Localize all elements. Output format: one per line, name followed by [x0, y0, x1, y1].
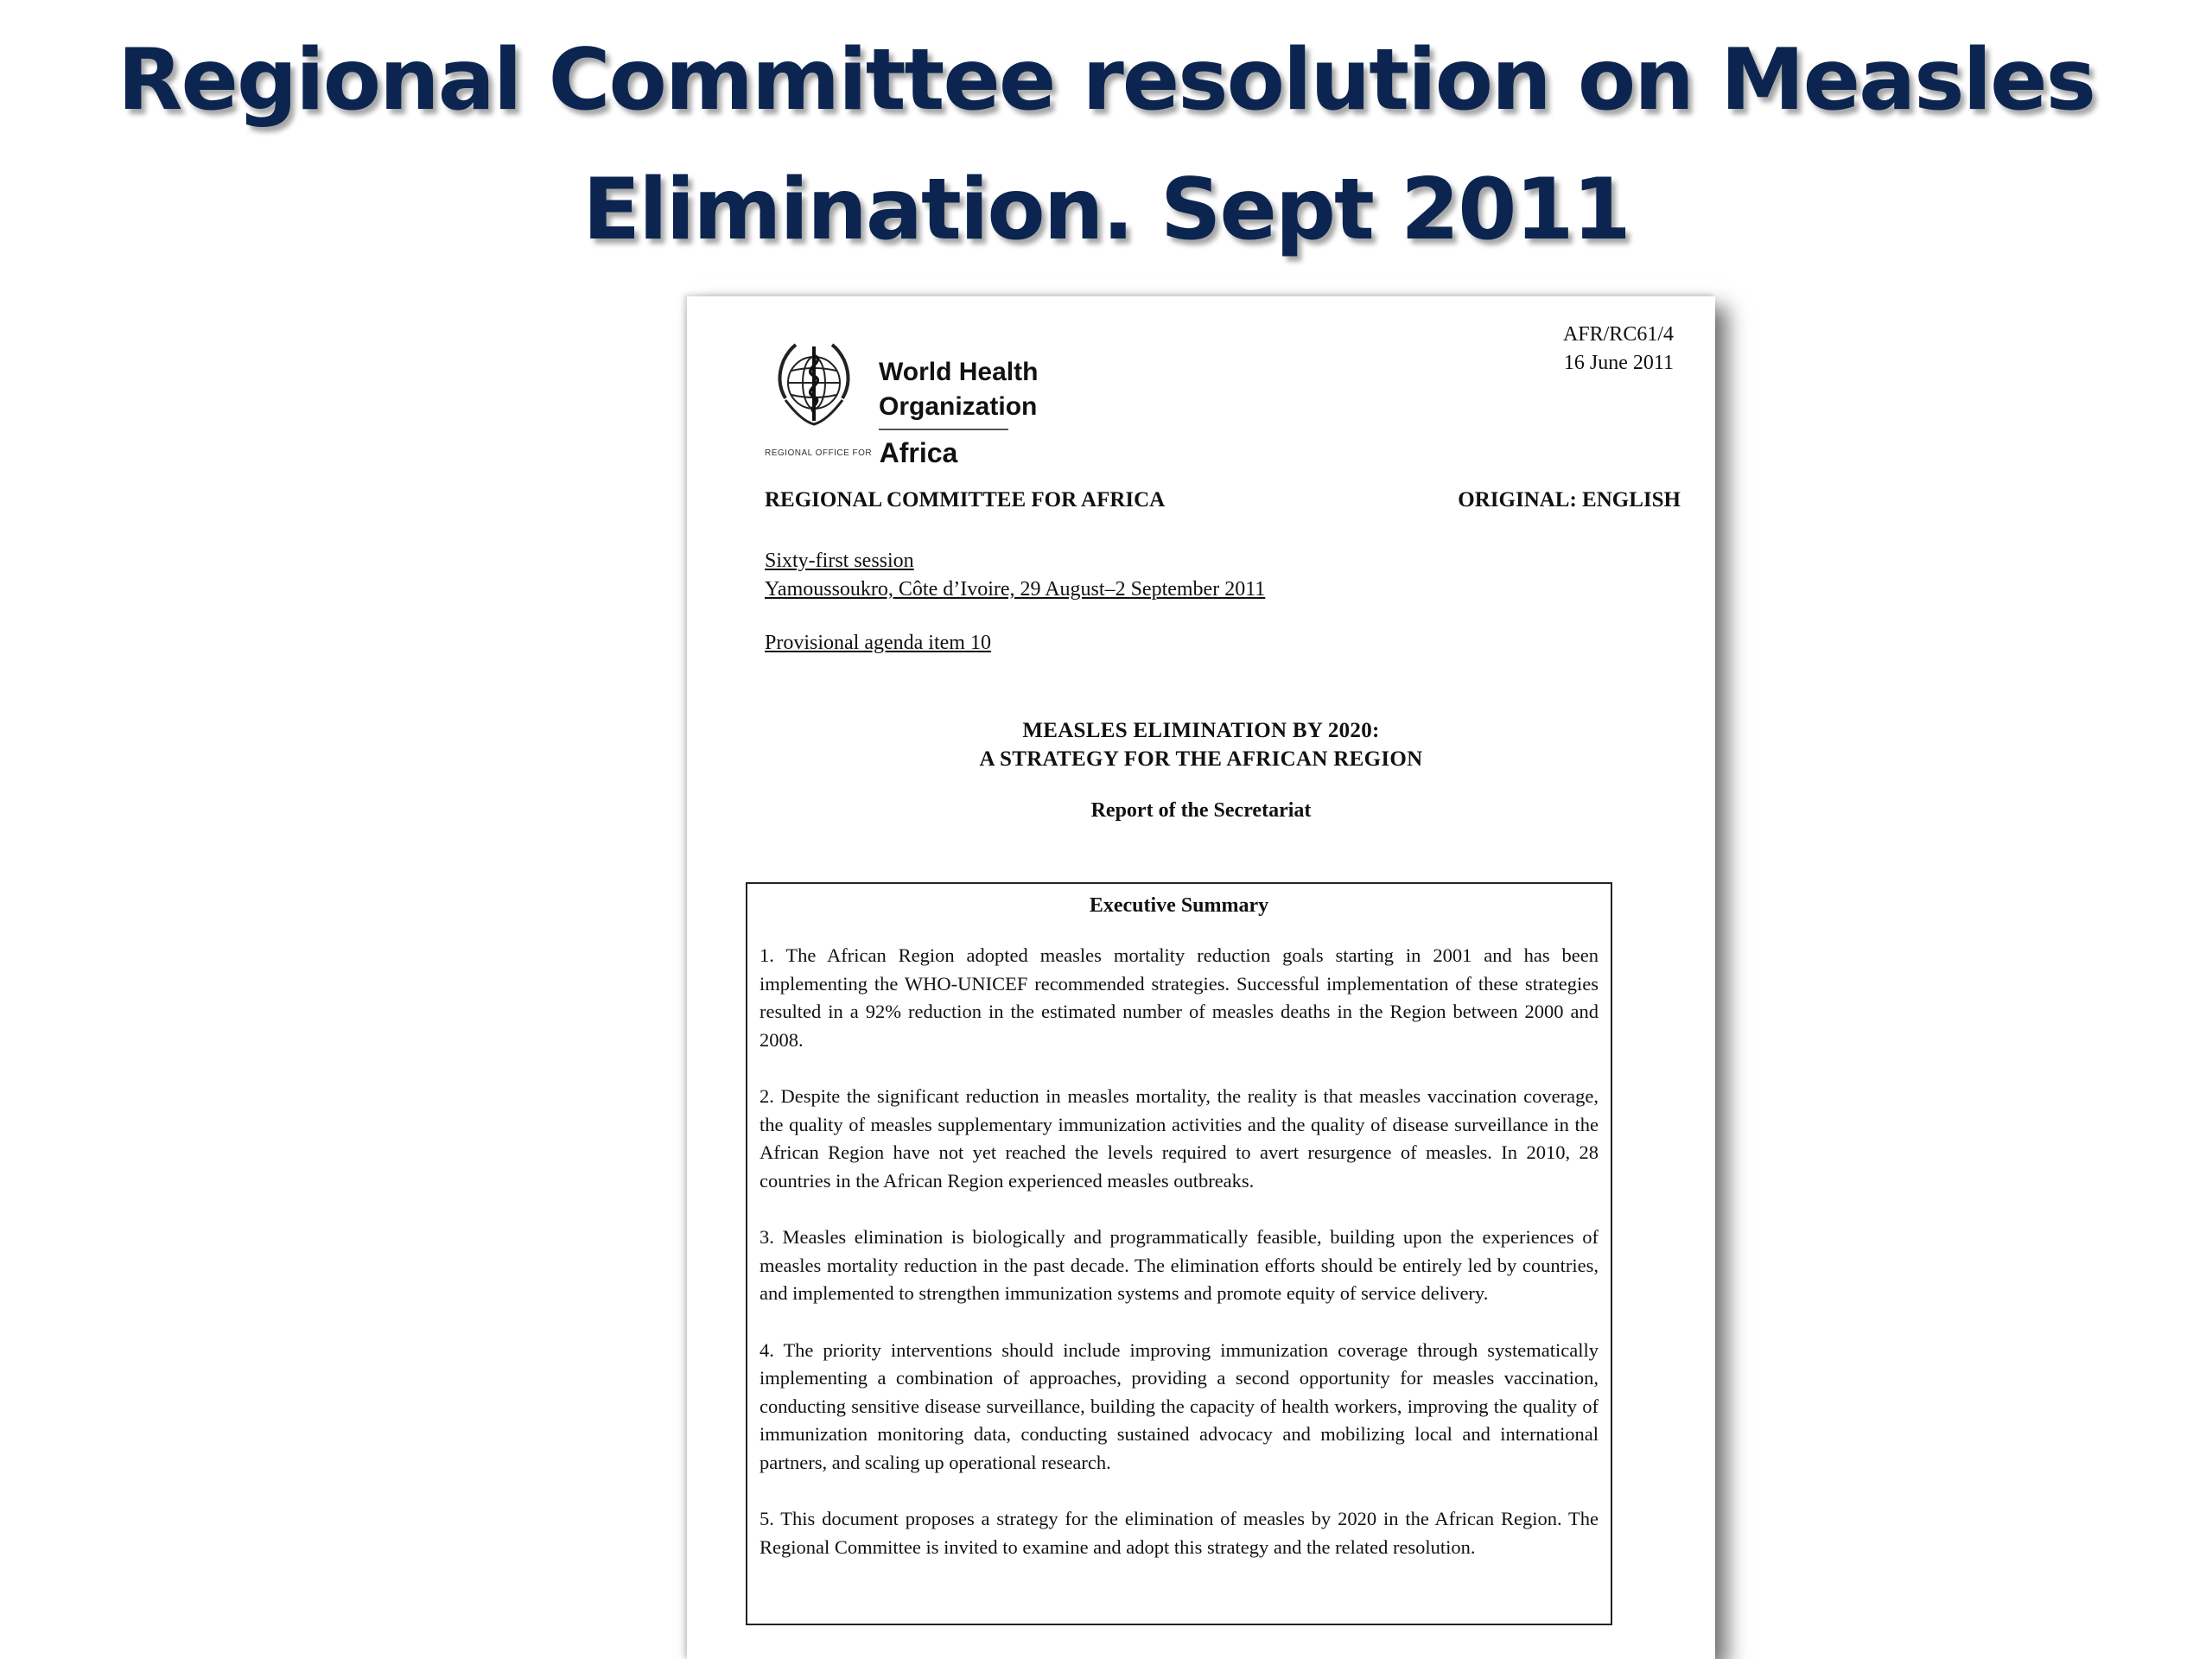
executive-summary-box: [746, 882, 1612, 1625]
session-location: Yamoussoukro, Côte d’Ivoire, 29 August–2 September 2011: [765, 578, 1266, 601]
original-language: ORIGINAL: ENGLISH: [1458, 488, 1681, 512]
executive-summary-title: Executive Summary: [1089, 894, 1269, 917]
who-name-line-2: Organization: [879, 392, 1038, 421]
summary-paragraph: 5. This document proposes a strategy for the elimination of measles by 2020 in the African Region. The Regional Committee is invited to examine and adopt this strategy and the related resolution.: [760, 1508, 1599, 1558]
regional-office: [765, 437, 957, 469]
who-name-line-1: World Health: [879, 358, 1039, 386]
session-name: Sixty-first session: [765, 550, 914, 572]
document-heading-line-1: MEASLES ELIMINATION BY 2020:: [1022, 719, 1380, 742]
summary-paragraph: 1. The African Region adopted measles mortality reduction goals starting in 2001 and has been implementing the WHO-UNICEF recommended strategies. Successful implementation of these strategies resulted in a 92% reduction in the estimated number of measles deaths in the Region between 2000 and 2008.: [760, 944, 1599, 1051]
slide-title-line-1: Regional Committee resolution on Measles: [118, 31, 2094, 130]
regional-office-region: Africa: [879, 437, 958, 468]
who-emblem-icon: [766, 338, 861, 433]
regional-office-label: REGIONAL OFFICE FOR: [765, 448, 873, 458]
session-info: [765, 547, 1265, 604]
document-code: AFR/RC61/4: [1562, 323, 1674, 346]
document-reference: [1563, 321, 1674, 378]
summary-paragraph: 4. The priority interventions should include improving immunization coverage through systematically implementing a combination of approaches, providing a second opportunity for measles vaccination, conducting sensitive disease surveillance, building the capacity of health workers, improving the quality of immunization monitoring data, conducting sustained advocacy and mobilizing local and international partners, and scaling up operational research.: [760, 1338, 1599, 1473]
who-organization-name: [879, 355, 1038, 424]
slide-title: [0, 16, 2212, 275]
document-heading: [687, 716, 1715, 773]
report-of: Report of the Secretariat: [1090, 799, 1312, 822]
agenda-item: Provisional agenda item 10: [765, 632, 991, 654]
summary-paragraph: 3. Measles elimination is biologically and programmatically feasible, building upon the experiences of measles mortality reduction in the past decade. The elimination efforts should be entirely led by countries, and implemented to strengthen immunization systems and promote equity of service delivery.: [760, 1226, 1599, 1304]
document-heading-line-2: A STRATEGY FOR THE AFRICAN REGION: [979, 747, 1423, 771]
logo-divider: [879, 429, 1008, 430]
committee-name: REGIONAL COMMITTEE FOR AFRICA: [765, 488, 1166, 512]
document-page: [687, 296, 1715, 1659]
document-date: 16 June 2011: [1563, 352, 1674, 374]
slide-title-line-2: Elimination. Sept 2011: [582, 161, 1630, 259]
summary-paragraph: 2. Despite the significant reduction in measles mortality, the reality is that measles vaccination coverage, the quality of measles supplementary immunization activities and the quality of disease surveillance in the African Region have not yet reached the levels required to avert resurgence of measles. In 2010, 28 countries in the African Region experienced measles outbreaks.: [760, 1085, 1599, 1192]
